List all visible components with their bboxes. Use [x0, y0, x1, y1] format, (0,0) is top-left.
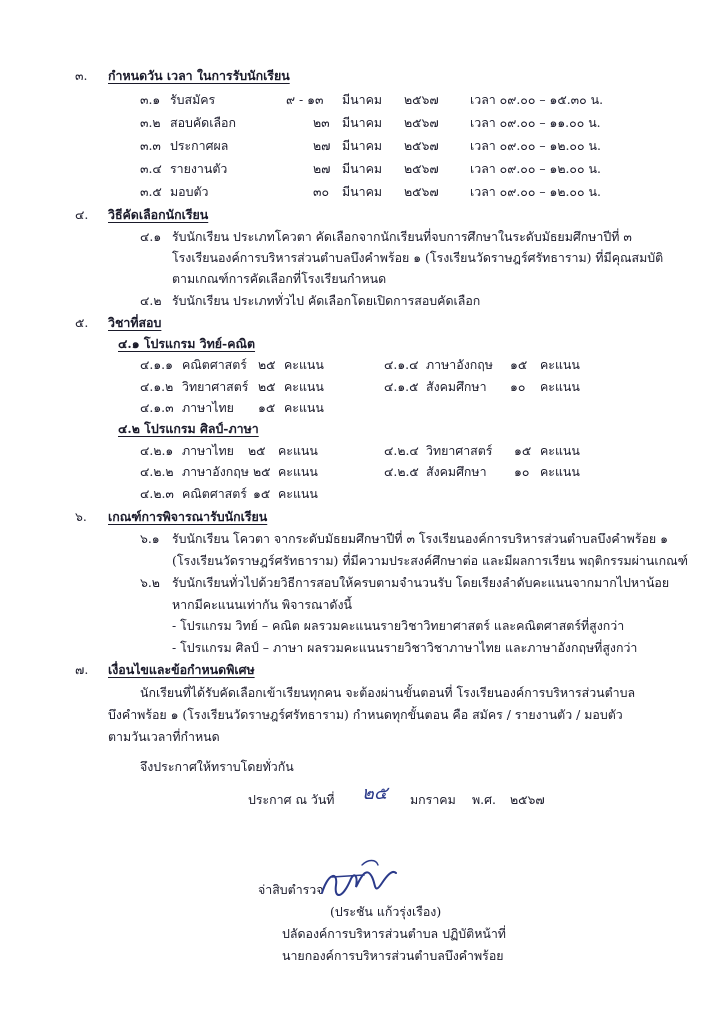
schedule-month: มีนาคม: [342, 184, 383, 199]
subject-number: ๔.๒.๔: [384, 443, 419, 458]
signer-position-1: ปลัดองค์การบริหารส่วนตำบล ปฏิบัติหน้าที่: [282, 926, 506, 941]
item-6-1-number: ๖.๑: [140, 531, 160, 546]
subject-number: ๔.๑.๑: [140, 357, 173, 372]
subject-name: วิทยาศาสตร์: [426, 443, 493, 458]
schedule-label: รายงานตัว: [170, 161, 228, 176]
subject-number: ๔.๒.๕: [384, 464, 419, 479]
section-7-number: ๗.: [75, 662, 89, 677]
program-2-title: ๔.๒ โปรแกรม ศิลป์-ภาษา: [118, 421, 259, 436]
schedule-time: เวลา ๐๙.๐๐ – ๑๑.๐๐ น.: [470, 115, 601, 130]
subject-number: ๔.๑.๕: [384, 379, 419, 394]
conditions-line-2: บึงคำพร้อย ๑ (โรงเรียนวัดราษฎร์ศรัทธาราม) กำหนดทุกขั้นตอน คือ สมัคร / รายงานตัว / มอบตัว: [108, 707, 623, 722]
subject-score: ๑๕: [253, 486, 271, 501]
schedule-day: ๒๓: [313, 115, 330, 130]
signer-name: (ประชัน แก้วรุ่งเรือง): [330, 904, 442, 919]
subject-name: คณิตศาสตร์: [182, 357, 247, 372]
subject-unit: คะแนน: [284, 357, 324, 372]
subject-name: ภาษาไทย: [182, 400, 234, 415]
section-5-heading: วิชาที่สอบ: [108, 315, 162, 330]
announce-day-handwritten: ๒๕: [362, 783, 388, 804]
schedule-year: ๒๕๖๗: [404, 161, 439, 176]
item-4-1-line-1: รับนักเรียน ประเภทโควตา คัดเลือกจากนักเรียนที่จบการศึกษาในระดับมัธยมศึกษาปีที่ ๓: [172, 229, 632, 244]
subject-unit: คะแนน: [540, 357, 580, 372]
item-4-2-line: รับนักเรียน ประเภททั่วไป คัดเลือกโดยเปิดการสอบคัดเลือก: [172, 293, 481, 308]
subject-score: ๑๐: [514, 464, 530, 479]
subject-unit: คะแนน: [284, 379, 324, 394]
subject-score: ๑๐: [510, 379, 526, 394]
subject-name: สังคมศึกษา: [426, 379, 487, 394]
schedule-label: ประกาศผล: [170, 138, 229, 153]
item-4-2-number: ๔.๒: [140, 293, 162, 308]
subject-number: ๔.๑.๒: [140, 379, 174, 394]
section-7-heading: เงื่อนไขและข้อกำหนดพิเศษ: [108, 662, 255, 677]
subject-unit: คะแนน: [278, 443, 318, 458]
announce-month: มกราคม: [410, 792, 456, 807]
schedule-label: รับสมัคร: [170, 92, 216, 107]
subject-score: ๒๕: [253, 464, 271, 479]
schedule-number: ๓.๓: [140, 138, 161, 153]
item-4-1-line-3: ตามเกณฑ์การคัดเลือกที่โรงเรียนกำหนด: [172, 271, 387, 286]
item-4-1-line-2: โรงเรียนองค์การบริหารส่วนตำบลบึงคำพร้อย ๑ (โรงเรียนวัดราษฎร์ศรัทธาราม) ที่มีคุณสมบัติ: [172, 250, 664, 265]
signer-rank: จ่าสิบตำรวจ: [258, 882, 324, 897]
schedule-month: มีนาคม: [342, 161, 383, 176]
schedule-year: ๒๕๖๗: [404, 138, 439, 153]
subject-unit: คะแนน: [540, 443, 580, 458]
item-6-1-line-2: (โรงเรียนวัดราษฎร์ศรัทธาราม) ที่มีความประสงค์ศึกษาต่อ และมีผลการเรียน พฤติกรรมผ่านเกณฑ์: [172, 553, 688, 568]
announce-year: ๒๕๖๗: [510, 792, 545, 807]
schedule-time: เวลา ๐๙.๐๐ – ๑๒.๐๐ น.: [470, 161, 601, 176]
section-6-heading: เกณฑ์การพิจารณารับนักเรียน: [108, 509, 268, 524]
subject-unit: คะแนน: [284, 400, 324, 415]
schedule-month: มีนาคม: [342, 138, 383, 153]
schedule-number: ๓.๕: [140, 184, 162, 199]
subject-name: ภาษาไทย: [182, 443, 234, 458]
subject-unit: คะแนน: [540, 464, 580, 479]
program-1-title: ๔.๑ โปรแกรม วิทย์-คณิต: [118, 336, 256, 351]
section-4-heading: วิธีคัดเลือกนักเรียน: [108, 207, 209, 222]
signer-position-2: นายกองค์การบริหารส่วนตำบลบึงคำพร้อย: [282, 948, 504, 963]
schedule-time: เวลา ๐๙.๐๐ – ๑๒.๐๐ น.: [470, 184, 601, 199]
schedule-number: ๓.๔: [140, 161, 162, 176]
section-3-heading: กำหนดวัน เวลา ในการรับนักเรียน: [108, 68, 290, 83]
subject-score: ๑๕: [514, 443, 532, 458]
schedule-day: ๓๐: [313, 184, 330, 199]
closing-statement: จึงประกาศให้ทราบโดยทั่วกัน: [140, 759, 294, 774]
conditions-line-1: นักเรียนที่ได้รับคัดเลือกเข้าเรียนทุกคน จะต้องผ่านขั้นตอนที่ โรงเรียนองค์การบริหารส่วนตำบล: [140, 685, 636, 700]
subject-unit: คะแนน: [278, 486, 318, 501]
schedule-day: ๒๗: [313, 138, 331, 153]
subject-score: ๒๕: [258, 379, 276, 394]
subject-number: ๔.๒.๓: [140, 486, 174, 501]
section-4-number: ๔.: [75, 207, 89, 222]
schedule-label: สอบคัดเลือก: [170, 115, 236, 130]
schedule-year: ๒๕๖๗: [404, 184, 439, 199]
handwritten-signature: [312, 855, 402, 905]
schedule-month: มีนาคม: [342, 115, 383, 130]
item-6-2-line-2: หากมีคะแนนเท่ากัน พิจารณาดังนี้: [172, 597, 352, 612]
subject-number: ๔.๑.๓: [140, 400, 174, 415]
subject-number: ๔.๑.๔: [384, 357, 419, 372]
announce-era: พ.ศ.: [472, 792, 496, 807]
schedule-time: เวลา ๐๙.๐๐ – ๑๕.๓๐ น.: [470, 92, 604, 107]
subject-name: ภาษาอังกฤษ: [426, 357, 493, 372]
conditions-line-3: ตามวันเวลาที่กำหนด: [108, 729, 220, 744]
subject-name: วิทยาศาสตร์: [182, 379, 249, 394]
section-6-number: ๖.: [75, 509, 87, 524]
section-3-number: ๓.: [75, 68, 88, 83]
schedule-year: ๒๕๖๗: [404, 115, 439, 130]
item-6-1-line-1: รับนักเรียน โควตา จากระดับมัธยมศึกษาปีที่ ๓ โรงเรียนองค์การบริหารส่วนตำบลบึงคำพร้อย ๑: [172, 531, 668, 546]
criteria-bullet: - โปรแกรม วิทย์ – คณิต ผลรวมคะแนนรายวิชาวิทยาศาสตร์ และคณิตศาสตร์ที่สูงกว่า: [172, 618, 625, 633]
subject-name: สังคมศึกษา: [426, 464, 487, 479]
item-4-1-number: ๔.๑: [140, 229, 162, 244]
schedule-year: ๒๕๖๗: [404, 92, 439, 107]
subject-score: ๒๕: [258, 357, 276, 372]
subject-unit: คะแนน: [278, 464, 318, 479]
item-6-2-line-1: รับนักเรียนทั่วไปด้วยวิธีการสอบให้ครบตามจำนวนรับ โดยเรียงลำดับคะแนนจากมากไปหาน้อย: [172, 575, 670, 590]
subject-number: ๔.๒.๒: [140, 464, 174, 479]
subject-score: ๑๕: [510, 357, 528, 372]
schedule-time: เวลา ๐๙.๐๐ – ๑๒.๐๐ น.: [470, 138, 601, 153]
subject-number: ๔.๒.๑: [140, 443, 174, 458]
criteria-bullet: - โปรแกรม ศิลป์ – ภาษา ผลรวมคะแนนรายวิชาวิชาภาษาไทย และภาษาอังกฤษที่สูงกว่า: [172, 640, 638, 655]
announce-prefix: ประกาศ ณ วันที่: [248, 792, 335, 807]
schedule-day: ๙ - ๑๓: [286, 92, 324, 107]
schedule-month: มีนาคม: [342, 92, 383, 107]
subject-name: ภาษาอังกฤษ: [182, 464, 249, 479]
item-6-2-number: ๖.๒: [140, 575, 160, 590]
schedule-number: ๓.๑: [140, 92, 161, 107]
subject-name: คณิตศาสตร์: [182, 486, 247, 501]
schedule-number: ๓.๒: [140, 115, 161, 130]
subject-unit: คะแนน: [540, 379, 580, 394]
section-5-number: ๕.: [75, 315, 89, 330]
schedule-label: มอบตัว: [170, 184, 209, 199]
subject-score: ๑๕: [258, 400, 276, 415]
schedule-day: ๒๗: [313, 161, 331, 176]
subject-score: ๒๕: [248, 443, 266, 458]
